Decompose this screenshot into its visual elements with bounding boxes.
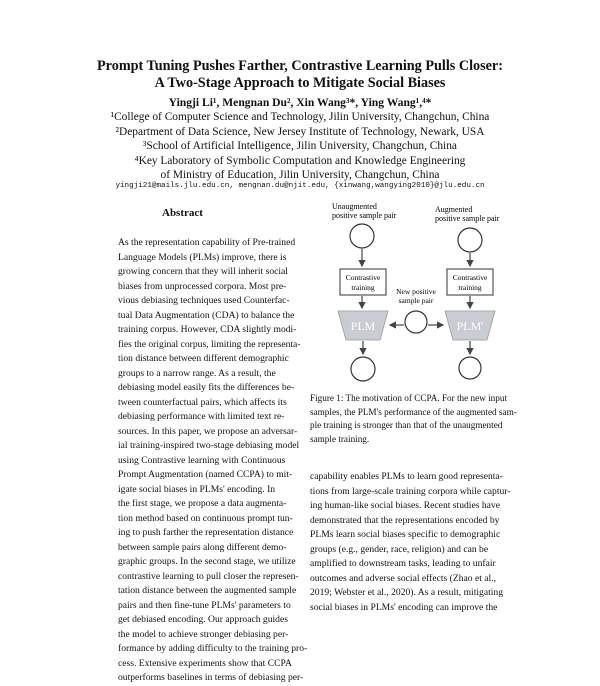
abstract-line: cess. Extensive experiments show that CCPA	[118, 657, 292, 669]
abstract-line: ing to push farther the representation distance	[118, 527, 294, 538]
augmented-label-1: Augmented	[435, 205, 473, 214]
contrastive-box-right-line2: training	[458, 283, 482, 292]
abstract-line: tween counterfactual pairs, which affects its	[118, 396, 287, 408]
output-loop-right	[459, 357, 481, 379]
body-line: social biases in PLMs' encoding can improve the	[310, 601, 498, 613]
author-list: Yingji Li¹, Mengnan Du², Xin Wang³*, Ying Wang¹,⁴*	[168, 96, 432, 109]
body-line: amplified to downstream tasks, leading to unfair	[310, 558, 496, 569]
sample-pair-loop-right	[458, 228, 482, 252]
abstract-line: debiasing model easily fits the differences be-	[118, 382, 295, 393]
abstract-line: tion method based on continuous prompt tun-	[118, 512, 293, 524]
abstract-text	[118, 236, 308, 686]
abstract-line: debiasing performance with limited text re-	[118, 411, 285, 422]
affiliation-3: ³School of Artificial Intelligence, Jilin University, Changchun, China	[143, 140, 457, 152]
abstract-line: tual Data Augmentation (CDA) to balance the	[118, 309, 295, 321]
caption-line: Figure 1: The motivation of CCPA. For the new input	[310, 393, 508, 403]
paper-title-line-1: Prompt Tuning Pushes Farther, Contrastive Learning Pulls Closer:	[97, 58, 503, 74]
figure-1-diagram	[310, 198, 540, 388]
abstract-heading: Abstract	[162, 207, 203, 219]
plm-left-label: PLM	[350, 319, 376, 333]
abstract-line: Prompt Augmentation (named CCPA) to mit-	[118, 469, 293, 480]
new-pair-label-2: sample pair	[398, 296, 434, 305]
abstract-line: ial training-inspired two-stage debiasing model	[118, 440, 300, 451]
abstract-line: contrastive learning to pull closer the represen-	[118, 570, 299, 582]
abstract-line: the model to achieve stronger debiasing per-	[118, 628, 289, 640]
abstract-line: tation distance between the augmented sample	[118, 585, 297, 596]
abstract-line: training corpus. However, CDA slightly modi-	[118, 324, 297, 335]
unaugmented-label-2: positive sample pair	[332, 211, 397, 220]
paper-title-line-2: A Two-Stage Approach to Mitigate Social Biases	[154, 75, 446, 91]
body-line: 2019; Webster et al., 2020). As a result, mitigating	[310, 587, 504, 598]
abstract-line: using Contrastive learning with Continuous	[118, 454, 286, 466]
unaugmented-label-1: Unaugmented	[332, 202, 377, 211]
abstract-line: graphic groups. In the second stage, we utilize	[118, 556, 296, 567]
abstract-line: fies the original corpus, limiting the representa-	[118, 338, 301, 350]
contrastive-box-left-line2: training	[351, 283, 375, 292]
abstract-line: pairs and then fine-tune PLMs' parameters to	[118, 599, 291, 611]
new-pair-loop	[405, 311, 427, 333]
contrastive-box-right-line1: Contrastive	[452, 273, 488, 282]
abstract-line: the first stage, we propose a data augmenta-	[118, 498, 287, 509]
affiliation-4: ⁴Key Laboratory of Symbolic Computation and Knowledge Engineering	[134, 154, 466, 167]
body-line: capability enables PLMs to learn good representa-	[310, 471, 503, 482]
abstract-line: biases from unprocessed corpora. Most pre-	[118, 280, 287, 292]
body-line: tions from large-scale training corpora while captur-	[310, 485, 511, 497]
contrastive-box-left-line1: Contrastive	[345, 273, 381, 282]
abstract-line: As the representation capability of Pre-trained	[118, 237, 296, 248]
abstract-line: sources. In this paper, we propose an adversar-	[118, 425, 298, 437]
body-line: ing human-like social biases. Recent studies have	[310, 500, 500, 511]
affiliation-4-cont: of Ministry of Education, Jilin University, Changchun, China	[160, 169, 440, 181]
body-line: outcomes and adverse social effects (Zhao et al.,	[310, 572, 497, 584]
caption-line: sample training.	[310, 433, 370, 444]
affiliation-1: ¹College of Computer Science and Technology, Jilin University, Changchun, China	[110, 111, 490, 123]
body-line: PLMs learn social biases specific to demographic	[310, 529, 501, 540]
figure-1-caption	[310, 392, 528, 446]
abstract-line: vious debiasing techniques used Counterfac-	[118, 295, 290, 306]
body-line: demonstrated that the representations encoded by	[310, 514, 500, 526]
abstract-line: groups to a narrow range. As a result, the	[118, 367, 276, 379]
plm-right-label: PLM'	[456, 319, 484, 333]
intro-text-right	[310, 470, 528, 615]
abstract-line: between sample pairs along different demo-	[118, 541, 287, 553]
abstract-line: igate social biases in PLMs' encoding. In	[118, 483, 276, 495]
author-emails: yingji21@mails.jlu.edu.cn, mengnan.du@njit.edu, {xinwang,wangying2010}@jlu.edu.cn	[115, 182, 485, 190]
sample-pair-loop-left	[350, 224, 374, 248]
output-loop-left	[351, 357, 375, 381]
abstract-line: formance by adding difficulty to the training pro-	[118, 643, 308, 654]
abstract-line: Language Models (PLMs) improve, there is	[118, 251, 287, 263]
new-pair-label-1: New positive	[396, 287, 436, 296]
abstract-line: tion distance between different demographic	[118, 353, 289, 364]
abstract-line: get debiased encoding. Our approach guides	[118, 614, 288, 625]
caption-line: samples, the PLM's performance of the augmented sam-	[310, 406, 517, 417]
abstract-line: outperforms baselines in terms of debiasing per-	[118, 672, 304, 683]
body-line: groups (e.g., gender, race, religion) and can be	[310, 543, 489, 555]
caption-line: ple training is stronger than that of the unaugmented	[310, 420, 503, 430]
abstract-line: growing concern that they will inherit social	[118, 266, 288, 277]
augmented-label-2: positive sample pair	[435, 214, 500, 223]
affiliation-2: ²Department of Data Science, New Jersey Institute of Technology, Newark, USA	[115, 125, 485, 138]
